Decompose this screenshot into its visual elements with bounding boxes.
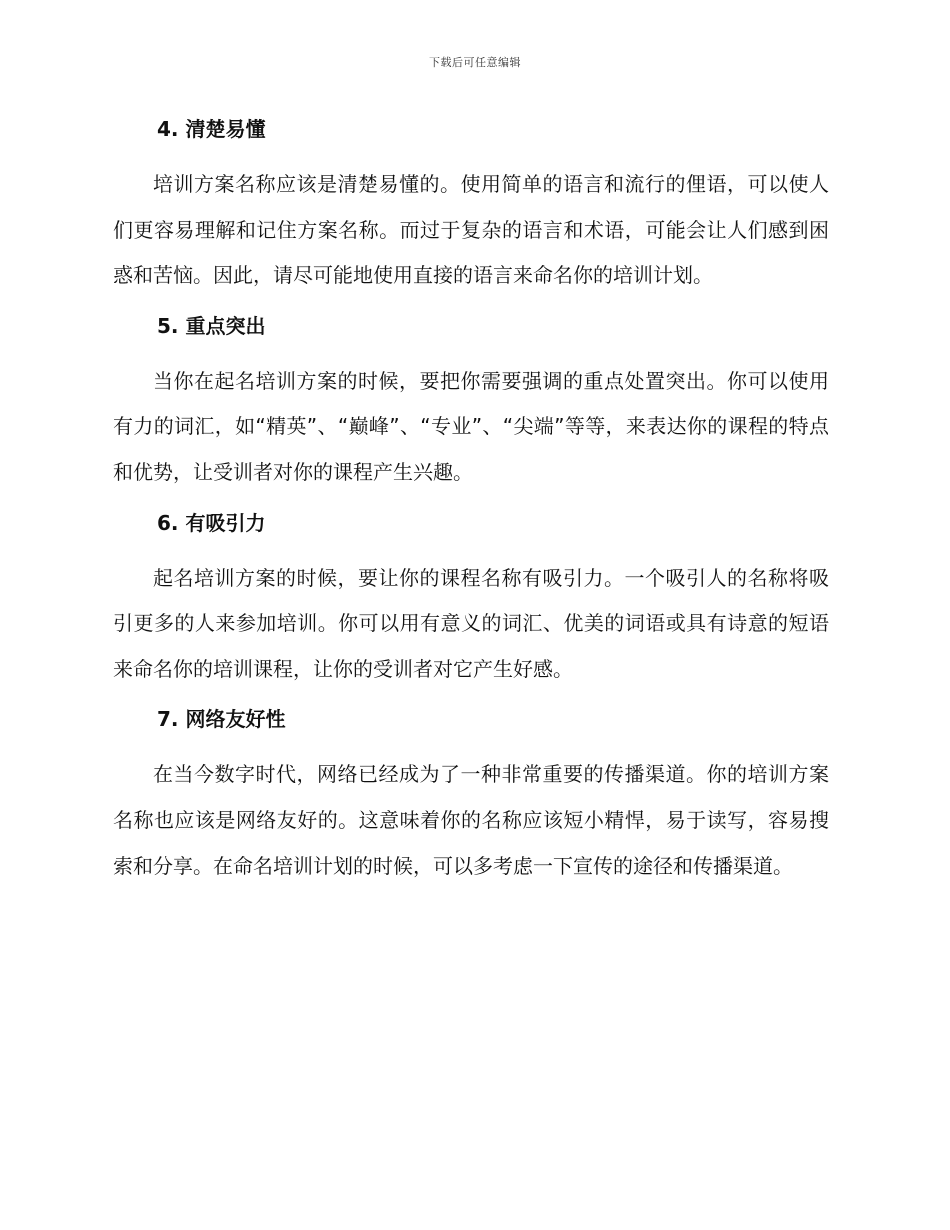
section-paragraph: 起名培训方案的时候，要让你的课程名称有吸引力。一个吸引人的名称将吸引更多的人来参加培训。你可以用有意义的词汇、优美的词语或具有诗意的短语来命名你的培训课程，让你的受训者对它产生好感。 [113, 565, 829, 681]
section-paragraph: 当你在起名培训方案的时候，要把你需要强调的重点处置突出。你可以使用有力的词汇，如“精英”、“巅峰”、“专业”、“尖端”等等，来表达你的课程的特点和优势，让受训者对你的课程产生兴趣。 [113, 368, 829, 484]
section-web-friendly [113, 702, 829, 889]
document-body [113, 112, 829, 899]
section-heading: 5. 重点突出 [157, 313, 266, 338]
header-note: 下载后可任意编辑 [429, 56, 521, 69]
section-heading: 4. 清楚易懂 [157, 117, 266, 141]
section-attractive [113, 506, 829, 693]
section-highlight-key-points [113, 309, 829, 496]
section-clear-understandable [113, 112, 829, 299]
section-heading: 6. 有吸引力 [157, 510, 266, 535]
section-paragraph: 培训方案名称应该是清楚易懂的。使用简单的语言和流行的俚语，可以使人们更容易理解和记住方案名称。而过于复杂的语言和术语，可能会让人们感到困惑和苦恼。因此，请尽可能地使用直接的语言来命名你的培训计划。 [113, 172, 829, 288]
section-heading: 7. 网络友好性 [157, 707, 286, 732]
section-paragraph: 在当今数字时代，网络已经成为了一种非常重要的传播渠道。你的培训方案名称也应该是网络友好的。这意味着你的名称应该短小精悍，易于读写，容易搜索和分享。在命名培训计划的时候，可以多考虑一下宣传的途径和传播渠道。 [113, 762, 829, 878]
